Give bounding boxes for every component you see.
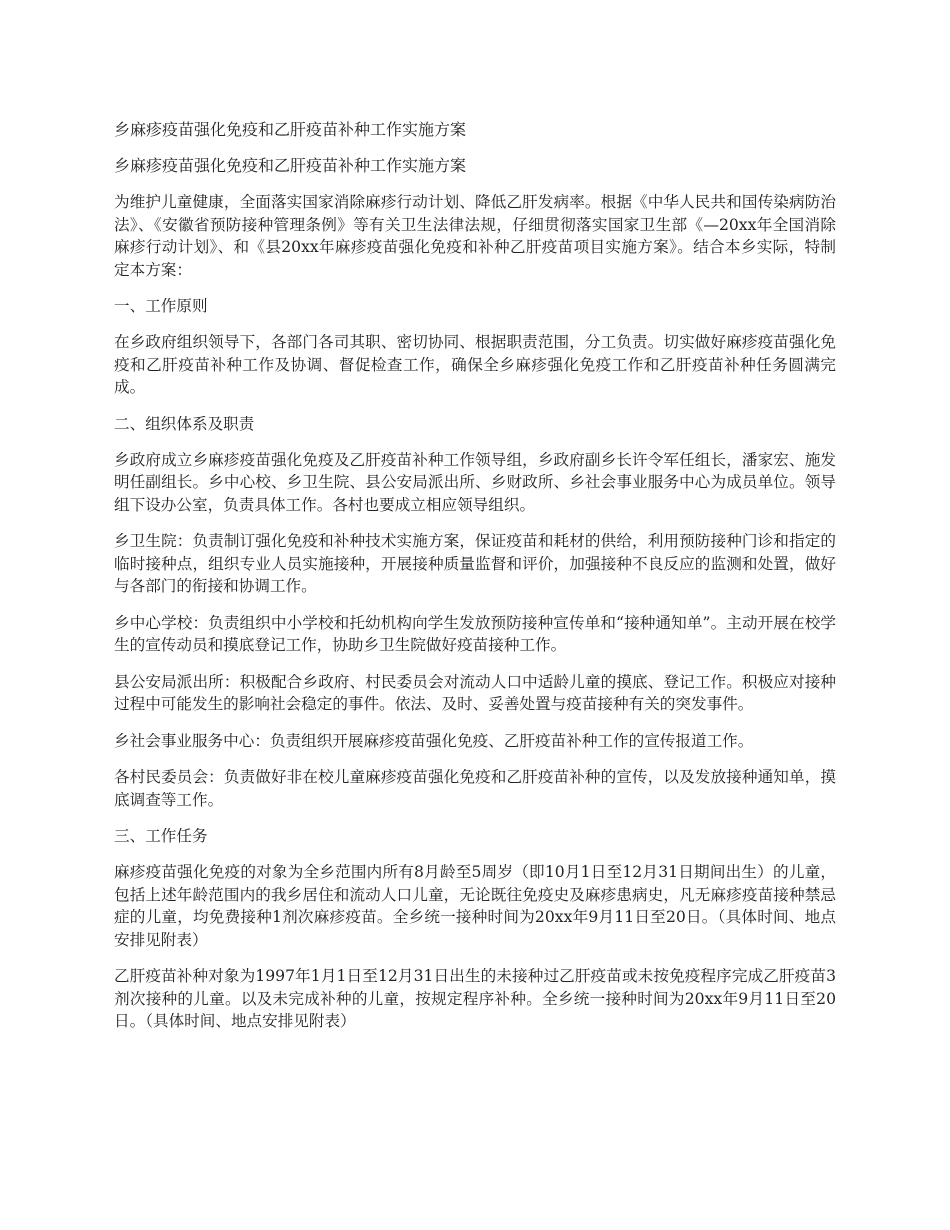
section-heading-principles: 一、工作原则 <box>114 297 208 315</box>
intro-paragraph: 为维护儿童健康，全面落实国家消除麻疹行动计划、降低乙肝发病率。根据《中华人民共和国传染病防治法》、《安徽省预防接种管理条例》等有关卫生法律法规，仔细贯彻落实国家卫生部《—20xx年全国消除麻疹行动计划》、和《县20xx年麻疹疫苗强化免疫和补种乙肝疫苗项目实施方案》。结合本乡实际，特制定本方案： <box>114 193 836 279</box>
section-heading-tasks: 三、工作任务 <box>114 827 208 845</box>
principles-paragraph: 在乡政府组织领导下，各部门各司其职、密切协同、根据职责范围，分工负责。切实做好麻疹疫苗强化免疫和乙肝疫苗补种工作及协调、督促检查工作，确保全乡麻疹强化免疫工作和乙肝疫苗补种任务圆满完成。 <box>114 333 836 396</box>
health-center-paragraph: 乡卫生院：负责制订强化免疫和补种技术实施方案，保证疫苗和耗材的供给，利用预防接种门诊和指定的临时接种点，组织专业人员实施接种，开展接种质量监督和评价，加强接种不良反应的监测和处置，做好与各部门的衔接和协调工作。 <box>114 532 836 595</box>
village-committee-paragraph: 各村民委员会：负责做好非在校儿童麻疹疫苗强化免疫和乙肝疫苗补种的宣传，以及发放接种通知单，摸底调查等工作。 <box>114 768 836 809</box>
police-station-paragraph: 县公安局派出所：积极配合乡政府、村民委员会对流动人口中适龄儿童的摸底、登记工作。积极应对接种过程中可能发生的影响社会稳定的事件。依法、及时、妥善处置与疫苗接种有关的突发事件。 <box>114 672 836 713</box>
measles-task-paragraph: 麻疹疫苗强化免疫的对象为全乡范围内所有8月龄至5周岁（即10月1日至12月31日期间出生）的儿童，包括上述年龄范围内的我乡居住和流动人口儿童，无论既往免疫史及麻疹患病史，凡无麻疹疫苗接种禁忌症的儿童，均免费接种1剂次麻疹疫苗。全乡统一接种时间为20xx年9月11日至20日。（具体时间、地点安排见附表） <box>114 863 836 949</box>
document-subtitle: 乡麻疹疫苗强化免疫和乙肝疫苗补种工作实施方案 <box>114 156 467 175</box>
social-service-paragraph: 乡社会事业服务中心：负责组织开展麻疹疫苗强化免疫、乙肝疫苗补种工作的宣传报道工作。 <box>114 731 754 750</box>
organization-paragraph: 乡政府成立乡麻疹疫苗强化免疫及乙肝疫苗补种工作领导组，乡政府副乡长许令军任组长，潘家宏、施发明任副组长。乡中心校、乡卫生院、县公安局派出所、乡财政所、乡社会事业服务中心为成员单位。领导组下设办公室，负责具体工作。各村也要成立相应领导组织。 <box>114 450 836 514</box>
hepatitis-task-paragraph: 乙肝疫苗补种对象为1997年1月1日至12月31日出生的未接种过乙肝疫苗或未按免疫程序完成乙肝疫苗3剂次接种的儿童。以及未完成补种的儿童，按规定程序补种。全乡统一接种时间为20xx年9月11日至20日。（具体时间、地点安排见附表） <box>114 967 836 1030</box>
section-heading-organization: 二、组织体系及职责 <box>114 414 255 433</box>
document-title: 乡麻疹疫苗强化免疫和乙肝疫苗补种工作实施方案 <box>114 120 467 139</box>
document-page <box>114 119 836 1047</box>
central-school-paragraph: 乡中心学校：负责组织中小学校和托幼机构向学生发放预防接种宣传单和“接种通知单”。主动开展在校学生的宣传动员和摸底登记工作，协助乡卫生院做好疫苗接种工作。 <box>114 613 836 654</box>
